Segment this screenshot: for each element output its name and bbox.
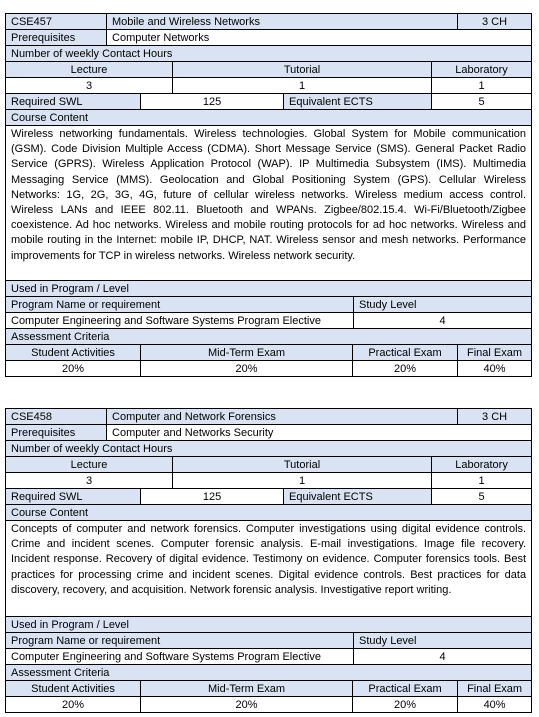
final-exam-label: Final Exam: [458, 681, 532, 697]
practical-exam-label: Practical Exam: [353, 345, 458, 361]
prerequisites-label: Prerequisites: [6, 30, 107, 46]
used-in-program-label: Used in Program / Level: [6, 617, 532, 633]
assessment-criteria-label: Assessment Criteria: [6, 329, 532, 345]
laboratory-hours: 1: [432, 473, 532, 489]
practical-exam-weight: 20%: [353, 697, 458, 713]
course-title: Mobile and Wireless Networks: [107, 14, 458, 30]
course-content-label: Course Content: [6, 110, 532, 126]
course-table: [5, 13, 532, 377]
course-content-label: Course Content: [6, 505, 532, 521]
final-exam-label: Final Exam: [458, 345, 532, 361]
tutorial-label: Tutorial: [173, 62, 432, 78]
midterm-exam-label: Mid-Term Exam: [141, 345, 353, 361]
student-activities-label: Student Activities: [6, 681, 141, 697]
course-title: Computer and Network Forensics: [107, 409, 458, 425]
swl-value: 125: [141, 94, 284, 110]
practical-exam-label: Practical Exam: [353, 681, 458, 697]
student-activities-weight: 20%: [6, 697, 141, 713]
course-content-text: Wireless networking fundamentals. Wireless technologies. Global System for Mobile communication (GSM). Code Division Multiple Access (CDMA). Short Message Service (SMS). General Packet Radio Service (GPRS). Wireless Application Protocol (WAP). IP Multimedia Subsystem (IMS). Multimedia Messaging Service (MMS). Geolocation and Global Positioning System (GPS). Cellular Wireless Networks: 1G, 2G, 3G, 4G, future of cellular wireless networks. Wireless medium access control. Wireless LANs and IEEE 802.11. Bluetooth and WPANs. Zigbee/802.15.4. Wi-Fi/Bluetooth/Zigbee coexistence. Ad hoc networks. Wireless and mobile routing protocols for ad hoc networks. Wireless and mobile routing in the Internet: mobile IP, DHCP, NAT. Wireless sensor and mesh networks. Performance improvements for TCP in wireless networks. Wireless network security.: [6, 126, 532, 281]
ects-value: 5: [432, 489, 532, 505]
course-content-text: Concepts of computer and network forensics. Computer investigations using digital evidence controls. Crime and incident scenes. Computer forensic analysis. E-mail investigations. Image file recovery. Incident response. Recovery of digital evidence. Testimony on evidence. Computer forensics tools. Best practices for processing crime and incident scenes. Digital evidence controls. Best practices for data discovery, recovery, and acquisition. Network forensic analysis. Investigative report writing.: [6, 521, 532, 617]
contact-hours-label: Number of weekly Contact Hours: [6, 441, 532, 457]
prerequisites-label: Prerequisites: [6, 425, 107, 441]
final-exam-weight: 40%: [458, 361, 532, 377]
final-exam-weight: 40%: [458, 697, 532, 713]
ects-label: Equivalent ECTS: [284, 489, 432, 505]
swl-label: Required SWL: [6, 489, 141, 505]
student-activities-weight: 20%: [6, 361, 141, 377]
swl-label: Required SWL: [6, 94, 141, 110]
practical-exam-weight: 20%: [353, 361, 458, 377]
lecture-label: Lecture: [6, 457, 173, 473]
course-card: [5, 13, 531, 377]
course-code: CSE457: [6, 14, 107, 30]
program-name-label: Program Name or requirement: [6, 633, 354, 649]
midterm-exam-weight: 20%: [141, 697, 353, 713]
study-level-value: 4: [354, 649, 532, 665]
prerequisites-value: Computer Networks: [107, 30, 532, 46]
student-activities-label: Student Activities: [6, 345, 141, 361]
tutorial-label: Tutorial: [173, 457, 432, 473]
lecture-hours: 3: [6, 78, 173, 94]
program-name-value: Computer Engineering and Software Systems Program Elective: [6, 313, 354, 329]
contact-hours-label: Number of weekly Contact Hours: [6, 46, 532, 62]
study-level-value: 4: [354, 313, 532, 329]
laboratory-hours: 1: [432, 78, 532, 94]
tutorial-hours: 1: [173, 473, 432, 489]
midterm-exam-label: Mid-Term Exam: [141, 681, 353, 697]
program-name-label: Program Name or requirement: [6, 297, 354, 313]
midterm-exam-weight: 20%: [141, 361, 353, 377]
swl-value: 125: [141, 489, 284, 505]
course-code: CSE458: [6, 409, 107, 425]
course-table: [5, 408, 532, 713]
laboratory-label: Laboratory: [432, 62, 532, 78]
credit-hours: 3 CH: [458, 14, 532, 30]
ects-label: Equivalent ECTS: [284, 94, 432, 110]
course-card: [5, 408, 531, 713]
study-level-label: Study Level: [354, 297, 532, 313]
assessment-criteria-label: Assessment Criteria: [6, 665, 532, 681]
laboratory-label: Laboratory: [432, 457, 532, 473]
program-name-value: Computer Engineering and Software Systems Program Elective: [6, 649, 354, 665]
prerequisites-value: Computer and Networks Security: [107, 425, 532, 441]
credit-hours: 3 CH: [458, 409, 532, 425]
used-in-program-label: Used in Program / Level: [6, 281, 532, 297]
study-level-label: Study Level: [354, 633, 532, 649]
lecture-hours: 3: [6, 473, 173, 489]
lecture-label: Lecture: [6, 62, 173, 78]
ects-value: 5: [432, 94, 532, 110]
tutorial-hours: 1: [173, 78, 432, 94]
